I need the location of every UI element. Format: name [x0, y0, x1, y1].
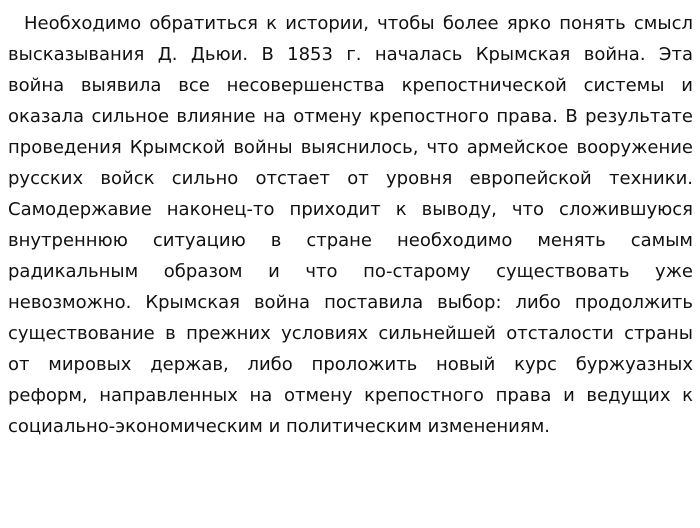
text-line: высказывания Д. Дьюи. В 1853 г. началась Крымская война. Эта	[8, 44, 693, 65]
text-line: радикальным образом и что по-старому существовать уже	[8, 261, 693, 282]
document-page	[8, 8, 693, 442]
text-line: невозможно. Крымская война поставила выбор: либо продолжить	[8, 292, 693, 313]
text-line: Самодержавие наконец-то приходит к выводу, что сложившуюся	[8, 199, 693, 220]
text-line: внутреннюю ситуацию в стране необходимо менять самым	[8, 230, 693, 251]
text-line: Необходимо обратиться к истории, чтобы более ярко понять смысл	[24, 13, 693, 34]
text-line: реформ, направленных на отмену крепостного права и ведущих к	[8, 385, 693, 406]
text-line: социально-экономическим и политическим изменениям.	[8, 416, 551, 437]
text-line: война выявила все несовершенства крепостнической системы и	[8, 75, 693, 96]
text-line: проведения Крымской войны выяснилось, что армейское вооружение	[8, 137, 693, 158]
paragraph	[8, 8, 693, 442]
text-line: от мировых держав, либо проложить новый курс буржуазных	[8, 354, 693, 375]
text-line: оказала сильное влияние на отмену крепостного права. В результате	[8, 106, 693, 127]
text-line: русских войск сильно отстает от уровня европейской техники.	[8, 168, 693, 189]
text-line: существование в прежних условиях сильнейшей отсталости страны	[8, 323, 693, 344]
